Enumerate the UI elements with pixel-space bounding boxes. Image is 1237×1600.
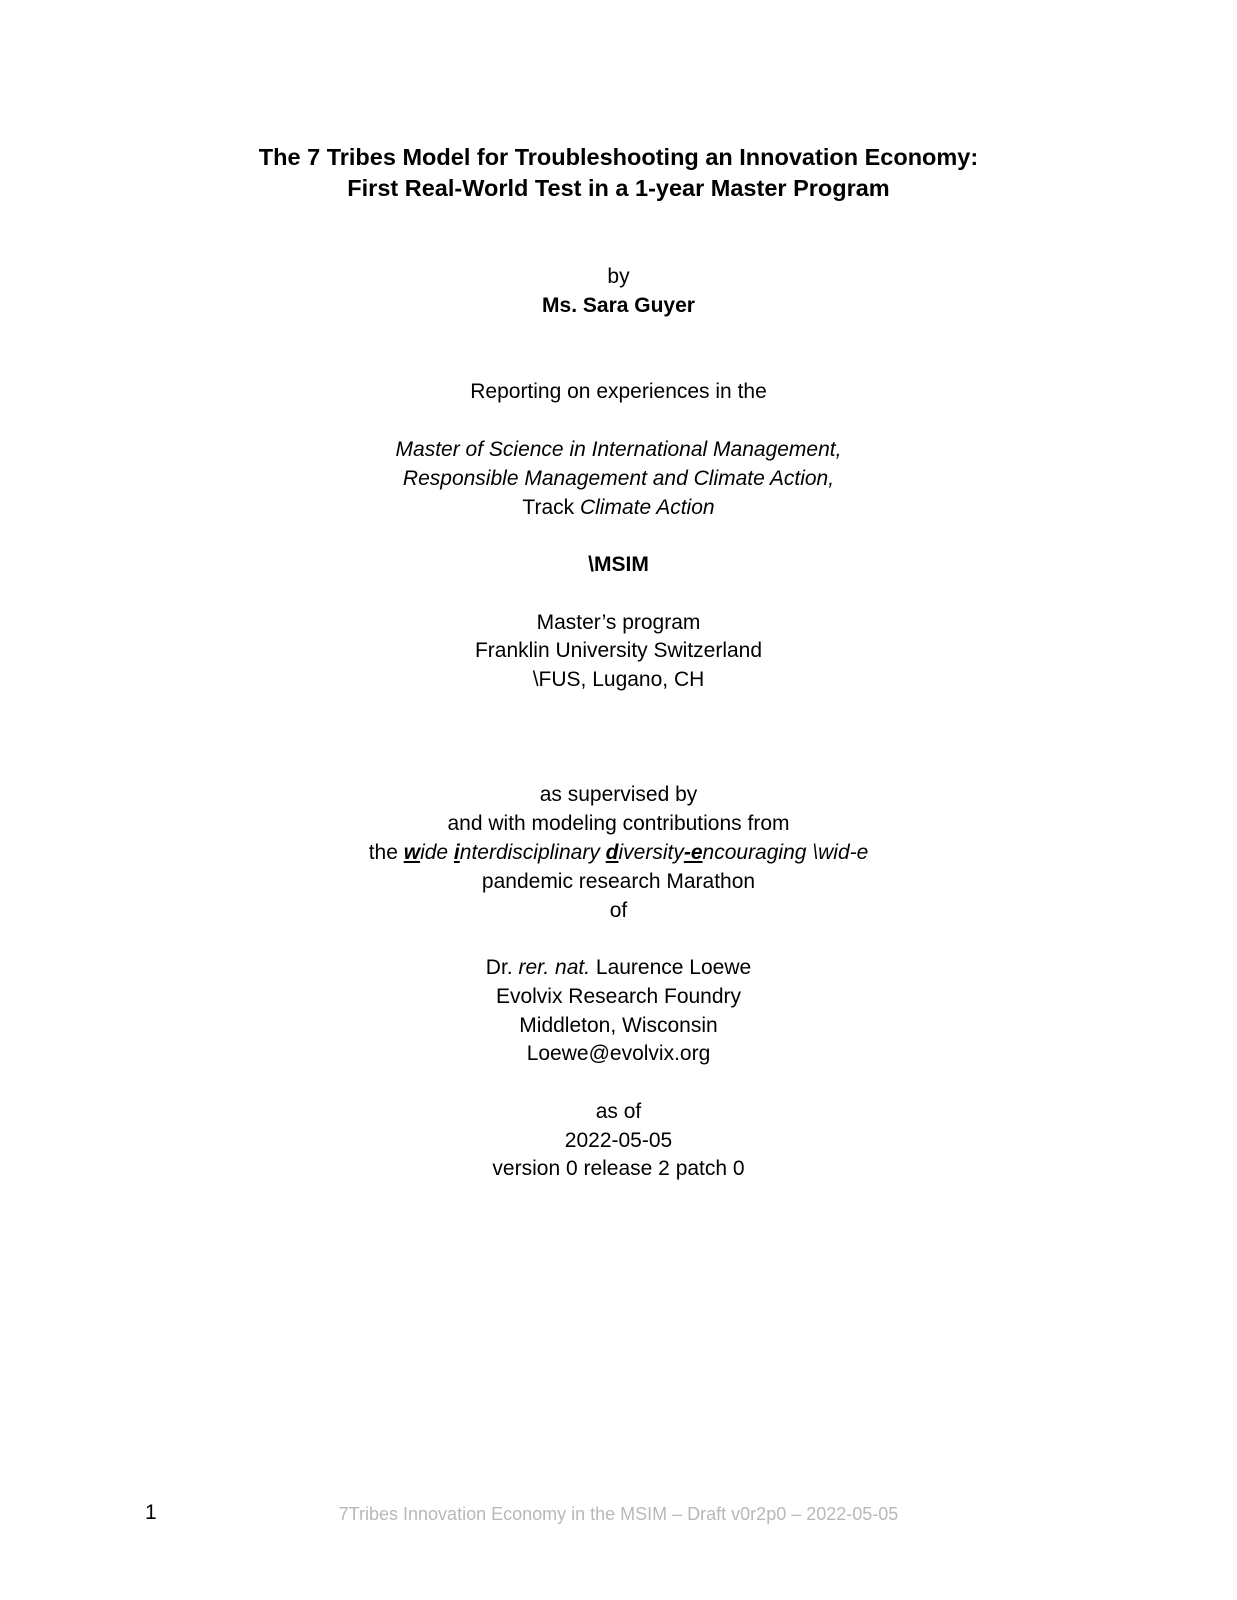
line3-w-letter: w	[403, 841, 421, 864]
line3-e-rest: ncouraging \wid-e	[702, 841, 869, 864]
title-line-2: First Real-World Test in a 1-year Master Program	[347, 175, 890, 201]
as-of-label: as of	[595, 1100, 642, 1123]
title-line-1: The 7 Tribes Model for Troubleshooting an Innovation Economy:	[258, 144, 979, 170]
page-number: 1	[145, 1501, 157, 1524]
supervisor-name	[0, 957, 1237, 978]
program-track	[0, 497, 1237, 518]
supervisor-name-text: Laurence Loewe	[590, 956, 752, 979]
supervisor-title-prefix: Dr.	[485, 956, 519, 979]
program-name-line-1: Master of Science in International Management,	[395, 438, 842, 461]
supervision-line-2: and with modeling contributions from	[447, 812, 790, 835]
supervisor-org: Evolvix Research Foundry	[495, 985, 742, 1008]
version-string: version 0 release 2 patch 0	[492, 1157, 745, 1180]
line3-prefix: the	[368, 841, 404, 864]
running-footer: 7Tribes Innovation Economy in the MSIM – Draft v0r2p0 – 2022-05-05	[338, 1504, 899, 1524]
line3-i-rest: nterdisciplinary	[459, 841, 606, 864]
line3-d-letter: d	[605, 841, 619, 864]
author-name: Ms. Sara Guyer	[542, 294, 695, 317]
university-name: Franklin University Switzerland	[474, 639, 763, 662]
supervisor-city: Middleton, Wisconsin	[519, 1014, 718, 1037]
supervision-line-1: as supervised by	[539, 783, 698, 806]
supervisor-email: Loewe@evolvix.org	[526, 1042, 711, 1065]
track-prefix: Track	[522, 496, 580, 519]
program-intro: Reporting on experiences in the	[470, 380, 767, 403]
university-location: \FUS, Lugano, CH	[532, 668, 705, 691]
program-type: Master’s program	[536, 611, 701, 634]
supervision-line-4: pandemic research Marathon	[481, 870, 756, 893]
supervision-line-5: of	[609, 899, 628, 922]
line3-w-rest: ide	[420, 841, 454, 864]
supervisor-degree: rer. nat.	[518, 956, 591, 979]
supervision-line-3	[0, 842, 1237, 863]
line3-i-letter: i	[453, 841, 460, 864]
program-abbrev: \MSIM	[588, 553, 649, 576]
line3-e-letter: -e	[683, 841, 703, 864]
track-name: Climate Action	[579, 496, 715, 519]
program-name-line-2: Responsible Management and Climate Action,	[402, 467, 835, 490]
line3-d-rest: iversity	[618, 841, 684, 864]
by-label: by	[607, 265, 630, 288]
version-date: 2022-05-05	[564, 1129, 673, 1152]
